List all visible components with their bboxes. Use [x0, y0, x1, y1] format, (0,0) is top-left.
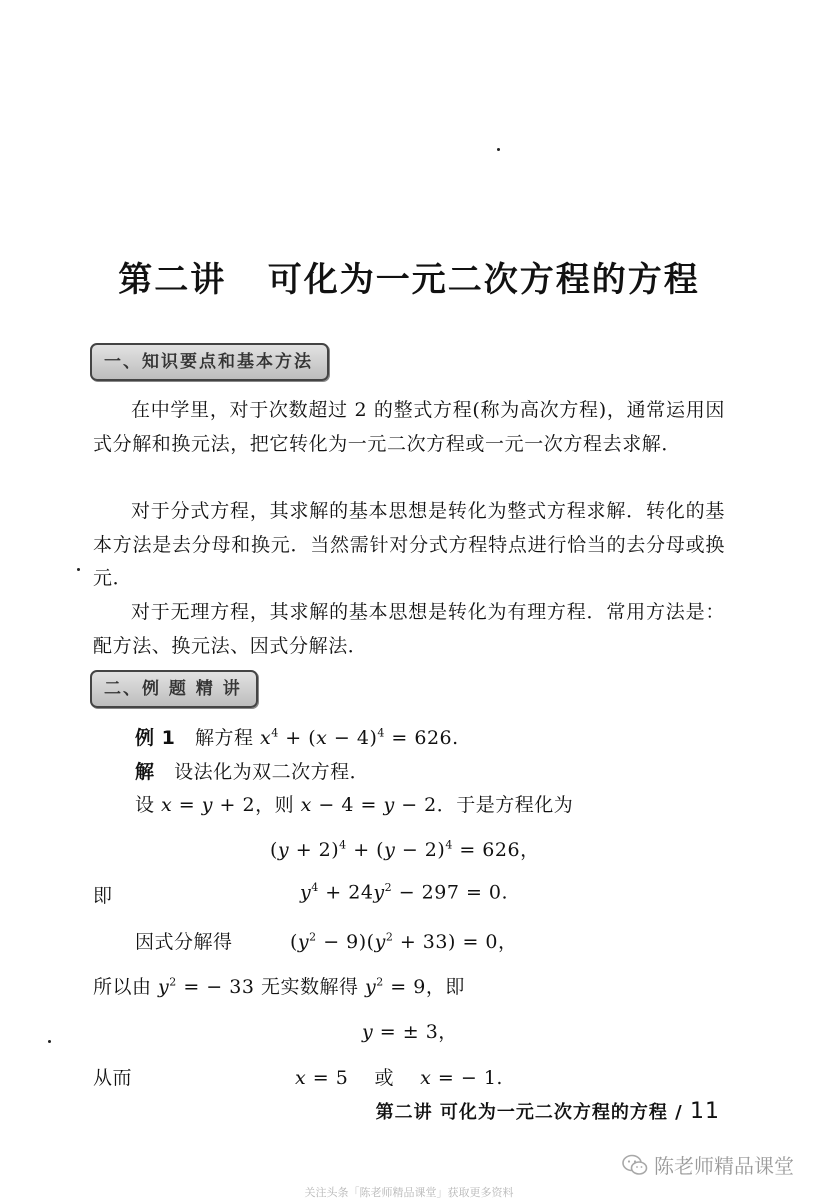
page-title: 第二讲 可化为一元二次方程的方程 [118, 260, 700, 300]
section-heading-examples: 二、例 题 精 讲 [90, 670, 258, 708]
section-heading-basics: 一、知识要点和基本方法 [90, 343, 329, 381]
example-problem: 例 1 解方程 $x^4 + (x - 4)^4 = 626$. [135, 726, 459, 749]
footer-title: 第二讲 可化为一元二次方程的方程 / [375, 1102, 690, 1123]
paragraph-irrational: 对于无理方程，其求解的基本思想是转化为有理方程．常用方法是：配方法、换元法、因式分解法． [93, 601, 725, 657]
equation-biquadratic: $y^4 + 24y^2 - 297 = 0$. [300, 881, 509, 904]
scan-speck [48, 1040, 51, 1043]
solution-intro [135, 757, 369, 784]
watermark-brand: 陈老师精品课堂 [654, 1154, 794, 1178]
ji-label: 即 [93, 885, 113, 907]
reasoning-line: 所以由 $y^2$ = − 33 无实数解得 $y^2 = 9$，即 [93, 975, 465, 998]
solution-intro-text: 设法化为双二次方程． [174, 761, 370, 783]
scan-speck [497, 148, 500, 151]
substitution-line: 设 x = y + 2，则 x − 4 = y − 2．于是方程化为 [135, 794, 574, 816]
example-label: 例 1 [135, 727, 176, 749]
paragraph-fractional: 对于分式方程，其求解的基本思想是转化为整式方程求解．转化的基本方法是去分母和换元．当然需针对分式方程特点进行恰当的去分母或换元． [93, 500, 725, 589]
running-footer [376, 1098, 720, 1124]
equation-transformed: $(y + 2)^4 + (y - 2)^4 = 626$， [270, 838, 540, 861]
scan-speck [77, 568, 80, 571]
wechat-icon [622, 1154, 648, 1176]
watermark-caption: 关注头条「陈老师精品课堂」获取更多资料 [304, 1186, 514, 1199]
paragraph-high-degree: 在中学里，对于次数超过 2 的整式方程(称为高次方程)，通常运用因式分解和换元法，把它转化为一元二次方程或一元一次方程去求解． [93, 399, 725, 455]
equation-y-solution: y = ± 3， [362, 1021, 458, 1043]
example-problem-text: 解方程 [194, 727, 261, 749]
equation-x-solution: x = 5 或 x = − 1. [295, 1067, 503, 1089]
watermark [622, 1150, 794, 1179]
equation-factored: $(y^2 - 9)(y^2 + 33) = 0$， [290, 930, 518, 953]
page-number: 11 [690, 1099, 720, 1124]
solution-label: 解 [135, 761, 155, 783]
factor-label: 因式分解得 [135, 931, 233, 953]
congr-label: 从而 [93, 1067, 133, 1089]
